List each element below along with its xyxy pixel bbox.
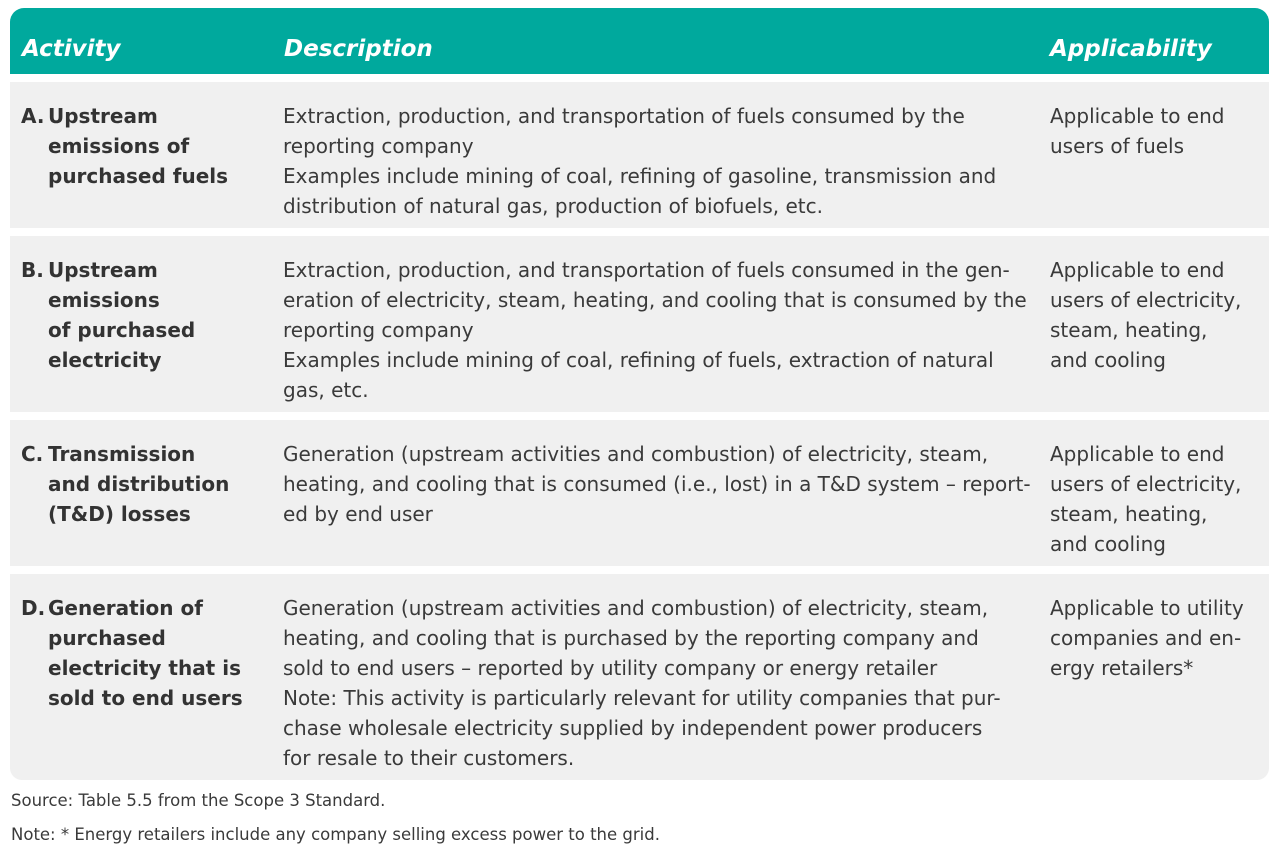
activity-line: purchased: [48, 626, 166, 650]
applicability-cell: [1050, 255, 1262, 375]
activity-line: (T&D) losses: [48, 502, 191, 526]
activity-line: emissions: [48, 288, 160, 312]
description-cell: [283, 439, 1031, 529]
table-row: [10, 420, 1269, 566]
table-header: [10, 8, 1269, 74]
description-line: reporting company: [283, 318, 474, 342]
description-cell: [283, 593, 1031, 773]
applicability-cell: [1050, 593, 1262, 683]
activity-cell: [21, 593, 251, 713]
description-line: heating, and cooling that is purchased by the reporting company and: [283, 626, 979, 650]
activity-cell: [21, 439, 251, 529]
description-line: chase wholesale electricity supplied by independent power producers: [283, 716, 983, 740]
applicability-line: users of electricity,: [1050, 472, 1242, 496]
applicability-line: Applicable to end: [1050, 442, 1225, 466]
activity-letter: A.: [21, 104, 45, 128]
activity-line: emissions of: [48, 134, 190, 158]
description-line: Examples include mining of coal, refining of fuels, extraction of natural: [283, 348, 994, 372]
applicability-line: and cooling: [1050, 348, 1166, 372]
description-line: Extraction, production, and transportation of fuels consumed by the: [283, 104, 965, 128]
description-line: Extraction, production, and transportation of fuels consumed in the gen-: [283, 258, 1010, 282]
description-line: Generation (upstream activities and combustion) of electricity, steam,: [283, 596, 989, 620]
applicability-line: Applicable to end: [1050, 104, 1225, 128]
activity-line: of purchased: [48, 318, 196, 342]
applicability-cell: [1050, 101, 1262, 161]
header-description: Description: [284, 36, 433, 62]
description-line: Examples include mining of coal, refining of gasoline, transmission and: [283, 164, 997, 188]
description-line: heating, and cooling that is consumed (i.e., lost) in a T&D system – report-: [283, 472, 1031, 496]
description-cell: [283, 101, 1031, 221]
activity-line: C. Transmission: [21, 439, 251, 469]
description-line: distribution of natural gas, production of biofuels, etc.: [283, 194, 823, 218]
activity-letter: C.: [21, 442, 44, 466]
activity-line: D. Generation of: [21, 593, 251, 623]
description-line: ed by end user: [283, 502, 433, 526]
applicability-line: companies and en-: [1050, 626, 1242, 650]
source-note: Source: Table 5.5 from the Scope 3 Standard.: [11, 791, 386, 810]
applicability-line: users of electricity,: [1050, 288, 1242, 312]
header-applicability: Applicability: [1050, 36, 1212, 62]
activity-letter: D.: [21, 596, 46, 620]
description-line: sold to end users – reported by utility company or energy retailer: [283, 656, 938, 680]
applicability-cell: [1050, 439, 1262, 559]
description-line: Note: This activity is particularly relevant for utility companies that pur-: [283, 686, 1001, 710]
applicability-line: ergy retailers*: [1050, 656, 1194, 680]
applicability-line: steam, heating,: [1050, 318, 1208, 342]
description-cell: [283, 255, 1031, 405]
emissions-table: [10, 8, 1269, 780]
applicability-line: steam, heating,: [1050, 502, 1208, 526]
table-row: [10, 82, 1269, 228]
activity-letter: B.: [21, 258, 44, 282]
activity-line: electricity that is: [48, 656, 241, 680]
footnote: Note: * Energy retailers include any company selling excess power to the grid.: [11, 825, 660, 844]
activity-cell: [21, 101, 251, 191]
description-line: eration of electricity, steam, heating, and cooling that is consumed by the: [283, 288, 1027, 312]
applicability-line: users of fuels: [1050, 134, 1185, 158]
applicability-line: Applicable to utility: [1050, 596, 1244, 620]
header-activity: Activity: [22, 36, 121, 62]
activity-line: and distribution: [48, 472, 230, 496]
activity-line: purchased fuels: [48, 164, 229, 188]
activity-line: electricity: [48, 348, 162, 372]
table-row: [10, 574, 1269, 780]
description-line: Generation (upstream activities and combustion) of electricity, steam,: [283, 442, 989, 466]
activity-line: sold to end users: [48, 686, 243, 710]
activity-cell: [21, 255, 251, 375]
description-line: for resale to their customers.: [283, 746, 575, 770]
applicability-line: and cooling: [1050, 532, 1166, 556]
activity-line: A. Upstream: [21, 101, 251, 131]
applicability-line: Applicable to end: [1050, 258, 1225, 282]
description-line: gas, etc.: [283, 378, 369, 402]
description-line: reporting company: [283, 134, 474, 158]
table-row: [10, 236, 1269, 412]
activity-line: B. Upstream: [21, 255, 251, 285]
